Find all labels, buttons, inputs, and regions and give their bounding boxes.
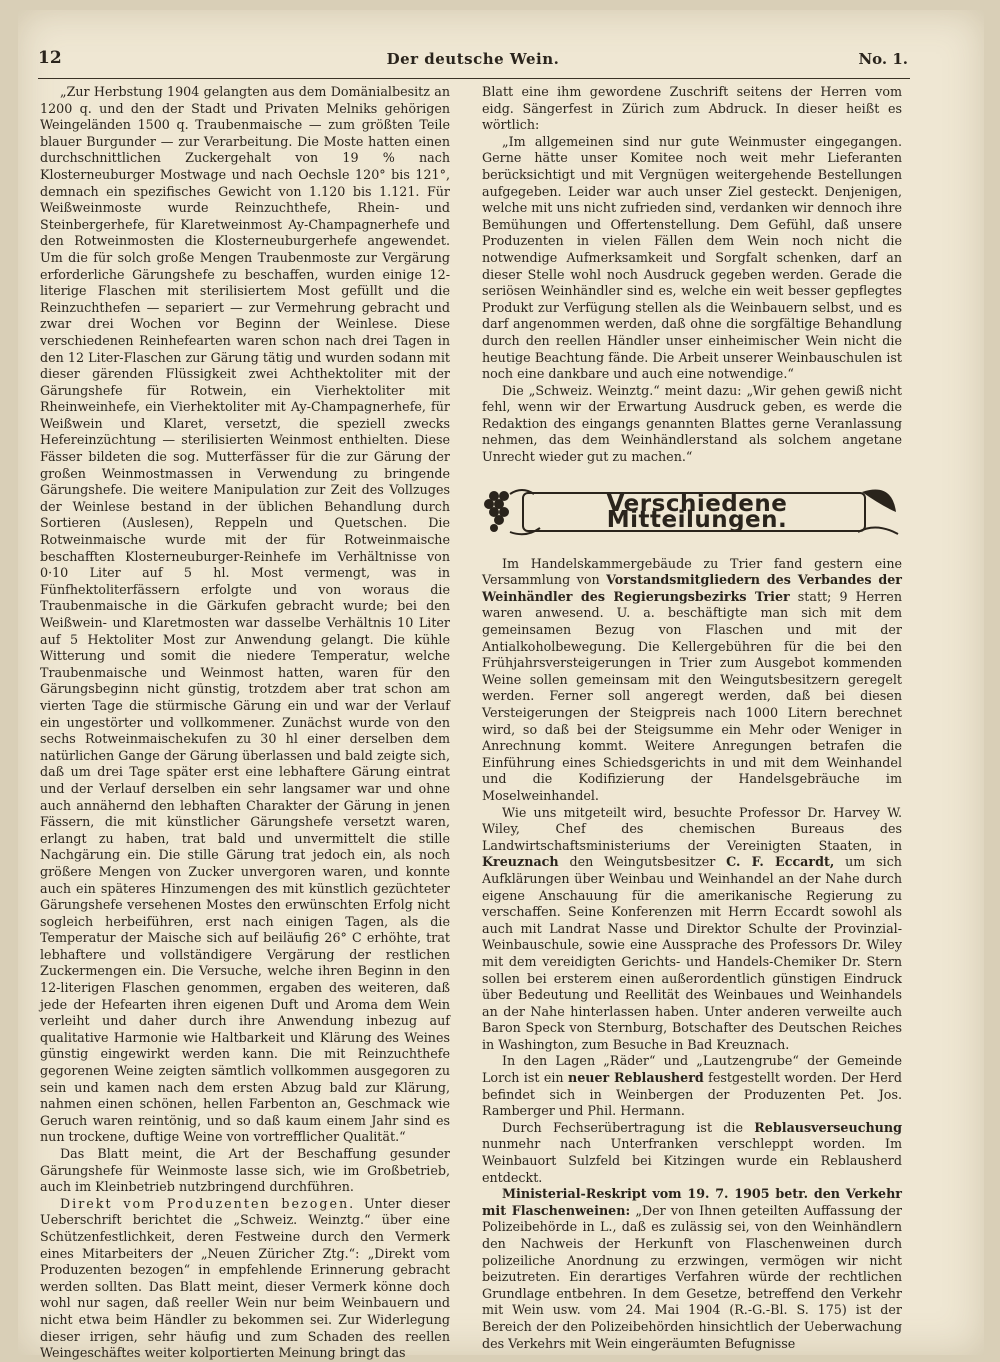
page-header — [38, 46, 908, 76]
wiley-visit-paragraph: Wie uns mitgeteilt wird, besuchte Professor Dr. Harvey W. Wiley, Chef des chemischen Bureaus des Landwirtschaftsministeriums der Vereinigten Staaten, in Kreuznach den Weingutsbesitzer C. F. Eccardt, um sich Aufklärungen über Weinbau und Weinhandel an der Nahe durch eigene Anschauung für die amerikanische Regierung zu verschaffen. Seine Konferenzen mit Herrn Eccardt sowohl als auch mit Landrat Nasse und Direktor Schulte der Provinzial-Weinbauschule, sowie eine Aussprache des Professors Dr. Wiley mit dem vereidigten Gerichts- und Handels-Chemiker Dr. Stern sollen bei ersterem einen außerordentlich günstigen Eindruck über Bedeutung und Reellität des Weinbaues und Weinhandels an der Nahe hinterlassen haben. Unter anderen verweilte auch Baron Speck von Sternburg, Botschafter des Deutschen Reiches in Washington, zum Besuche in Bad Kreuznach. — [482, 804, 902, 1052]
header-rule — [38, 78, 910, 79]
ministerial-rescript-paragraph: Ministerial-Reskript vom 19. 7. 1905 betr. den Verkehr mit Flaschenweinen: „Der von Ihnen geteilten Auffassung der Polizeibehörde in L., daß es zulässig sei, von den Weinhändlern den Nachweis der Herkunft von Flaschenweinen durch polizeiliche Anordnung zu erzwingen, vermögen wir nicht beizutreten. Ein derartiges Verfahren würde der rechtlichen Grundlage entbehren. In dem Gesetze, betreffend den Verkehr mit Wein usw. vom 24. Mai 1904 (R.-G.-Bl. S. 175) ist der Bereich der den Polizeibehörden hinsichtlich der Ueberwachung des Verkehrs mit Wein eingeräumten Befugnisse — [482, 1186, 902, 1351]
letter-quote-paragraph: „Im allgemeinen sind nur gute Weinmuster eingegangen. Gerne hätte unser Komitee noch weit mehr Lieferanten berücksichtigt und mit Vergnügen weitergehende Bestellungen aufgegeben. Leider war auch unser Ziel gesteckt. Denjenigen, welche mit uns nicht zufrieden sind, verdanken wir dennoch ihre Bemühungen und Offertenstellung. Dem Gefühl, daß unsere Produzenten in vielen Fällen dem Wein noch nicht die notwendige Aufmerksamkeit und Sorgfalt schenken, darf an dieser Stelle wohl noch Ausdruck gegeben werden. Gerade die seriösen Weinhändler sind es, welche ein weit besser gepflegtes Produkt zur Verfügung stellen als die Weinbauern selbst, und es darf angenommen werden, daß ohne die sorgfältige Behandlung durch den reellen Händler unser einheimischer Wein nicht die heutige Beachtung fände. Die Arbeit unserer Weinbauschulen ist noch eine dankbare und auch eine notwendige.“ — [482, 133, 902, 382]
leaf-ornament-right-icon — [852, 482, 902, 542]
comment-paragraph: Die „Schweiz. Weinztg.“ meint dazu: „Wir gehen gewiß nicht fehl, wenn wir der Erwartung Ausdruck geben, es werde die Redaktion des eingangs genannten Blattes gerne Veranlassung nehmen, das dem Weinhändlerstand als solchem angetane Unrecht wieder gut zu machen.“ — [482, 382, 902, 465]
journal-title: Der deutsche Wein. — [386, 50, 560, 68]
right-column — [482, 84, 902, 1352]
issue-number: No. 1. — [858, 50, 908, 68]
direct-from-producer-paragraph: Direkt vom Produzenten bezogen. Unter dieser Ueberschrift berichtet die „Schweiz. Weinztg.“ über eine Schützenfestlichkeit, deren Festweine durch den Vermerk eines Mitarbeiters der „Neuen Züricher Ztg.“: „Direkt vom Produzenten bezogen“ in empfehlende Erinnerung gebracht werden sollten. Das Blatt meint, dieser Vermerk könne doch wohl nur sagen, daß reeller Wein nur beim Weinbauern und nicht etwa beim Händler zu bekommen sei. Zur Widerlegung dieser irrigen, sehr häufig und zum Schaden des reellen Weingeschäftes weiter kolportierten Meinung bringt das — [40, 1195, 450, 1361]
trier-meeting-paragraph: Im Handelskammergebäude zu Trier fand gestern eine Versammlung von Vorstandsmitgliedern des Verbandes der Weinhändler des Regierungsbezirks Trier statt; 9 Herren waren anwesend. U. a. beschäftigte man sich mit dem gemeinsamen Bezug von Flaschen und mit der Antialkoholbewegung. Die Kellergebühren für die bei den Frühjahrsversteigerungen in Trier zum Ausgebot kommenden Weine sollen gemeinsam mit den Weingutsbesitzern geregelt werden. Ferner soll angeregt werden, daß bei diesen Versteigerungen der Steigpreis nach 1000 Litern berechnet wird, so daß bei der Steigsumme ein Mehr oder Weniger in Anrechnung kommt. Weitere Anregungen betrafen die Einführung eines Schiedsgerichts in und mit dem Weinhandel und die Kodifizierung der Handelsgebräuche im Moselweinhandel. — [482, 555, 902, 803]
left-column — [40, 84, 450, 1362]
letter-intro-paragraph: Blatt eine ihm gewordene Zuschrift seitens der Herren vom eidg. Sängerfest in Zürich zum Abdruck. In dieser heißt es wörtlich: — [482, 84, 902, 133]
conclusion-paragraph: Das Blatt meint, die Art der Beschaffung gesunder Gärungshefe für Weinmoste lasse sich, wie im Großbetrieb, auch im Kleinbetrieb nutzbringend durchführen. — [40, 1146, 450, 1195]
melnik-report-paragraph: „Zur Herbstung 1904 gelangten aus dem Domänialbesitz an 1200 q. und den der Stadt und Privaten Melniks gehörigen Weingeländen 1500 q. Traubenmaische — zum größten Teile blauer Burgunder — zur Verarbeitung. Die Moste hatten einen durchschnittlichen Zuckergehalt von 19 % nach Klosterneuburger Mostwage und nach Oechsle 120° bis 121°, demnach ein spezifisches Gewicht von 1.120 bis 1.121. Für Weißweinmoste wurde Reinzuchthefe, Rhein- und Steinbergerhefe, für Klaretweinmost Ay-Champagnerhefe und den Rotweinmosten die Klosterneuburgerhefe angewendet. Um die für solch große Mengen Traubenmoste zur Vergärung erforderliche Gärungshefe zu beschaffen, wurden einige 12-literige Flaschen mit sterilisiertem Most gefüllt und die Reinzuchthefen — separiert — zur Vermehrung gebracht und zwar drei Wochen vor Beginn der Weinlese. Diese verschiedenen Reinhefearten waren schon nach drei Tagen in den 12 Liter-Flaschen zur Gärung tätig und wurden sodann mit dieser gärenden Flüssigkeit zwei Achthektoliter mit der Gärungshefe für Rotwein, ein Vierhektoliter mit Rheinweinhefe, ein Vierhektoliter mit Ay-Champagnerhefe, für Weißwein und Klaret, versetzt, die speziell zwecks Hefereinzüchtung — sterilisierten Weinmost enthielten. Diese Fässer bildeten die sog. Mutterfässer für die zur Gärung der großen Weinmostmassen in Verwendung zu bringende Gärungshefe. Die weitere Manipulation zur Zeit des Vollzuges der Weinlese bestand in der üblichen Behandlung durch Sortieren (Auslesen), Reppeln und Quetschen. Die Rotweinmaische wurde mit der für Rotweinmaische beschafften Klosterneuburger-Reinhefe im Verhältnisse von 0·10 Liter auf 5 hl. Most vermengt, was in Fünfhektoliterfässern erfolgte und von woraus die Traubenmaische in die Gärkufen gebracht wurde; bei den Weißwein- und Klaretmosten war dasselbe Verhältnis 10 Liter auf 5 Hektoliter Most zur Anwendung gelangt. Die kühle Witterung und somit die niedere Temperatur, welche Traubenmaische und Weinmost hatten, waren für den Gärungsbeginn nicht günstig, trotzdem aber trat schon am vierten Tage die stürmische Gärung ein und war der Verlauf ein ungestörter und vollkommener. Zunächst wurde von den sechs Rotweinmaischekufen zu 30 hl einer derselben dem natürlichen Gange der Gärung überlassen und bald zeigte sich, daß um drei Tage später erst eine lebhaftere Gärung eintrat und der Verlauf derselben ein sehr langsamer war und ohne auch annähernd den lebhaften Charakter der Gärung in jenen Fässern, die mit künstlicher Gärungshefe versetzt waren, erlangt zu haben, trat bald und unvermittelt die stille Nachgärung ein. Die stille Gärung trat jedoch ein, als noch größere Mengen von Zucker unvergoren waren, und konnte auch ein späteres Hinzumengen des mit künstlich gezüchteter Gärungshefe versehenen Mostes den erwünschten Erfolg nicht sogleich herbeiführen, erst nach einigen Tagen, als die Temperatur der Maische sich auf beiläufig 26° C erhöhte, trat lebhaftere und vollständigere Vergärung der restlichen Zuckermengen ein. Die Versuche, welche ihren Beginn in den 12-literigen Flaschen genommen, ergaben des weiteren, daß jede der Hefearten ihren eigenen Duft und Aroma dem Wein verleiht und daher durch ihre Anwendung inbezug auf qualitative Harmonie wie Haltbarkeit und Klärung des Weines günstig eingewirkt werden kann. Die mit Reinzuchthefe gegorenen Weine zeigten sämtlich vollkommen ausgegoren zu sein und kamen nach dem ersten Abzug bald zur Klärung, nahmen einen schönen, hellen Farbenton an, Geschmack wie Geruch waren reintönig, und so daß kaum einem Jahr sind es nun trockene, duftige Weine von vortrefflicher Qualität.“ — [40, 84, 450, 1145]
lorch-phylloxera-paragraph: In den Lagen „Räder“ und „Lautzengrube“ der Gemeinde Lorch ist ein neuer Reblausherd festgestellt worden. Der Herd befindet sich in Weinbergen der Produzenten Pet. Jos. Ramberger und Phil. Hermann. — [482, 1053, 902, 1119]
sulzfeld-paragraph: Durch Fechserübertragung ist die Reblausverseuchung nunmehr nach Unterfranken verschleppt worden. Im Weinbauort Sulzfeld bei Kitzingen wurde ein Reblausherd entdeckt. — [482, 1119, 902, 1185]
section-lead: Direkt vom Produzenten bezogen. — [60, 1195, 356, 1211]
section-title: Verschiedene Mitteilungen. — [606, 490, 788, 534]
section-banner — [482, 482, 902, 542]
page-number: 12 — [38, 48, 62, 68]
